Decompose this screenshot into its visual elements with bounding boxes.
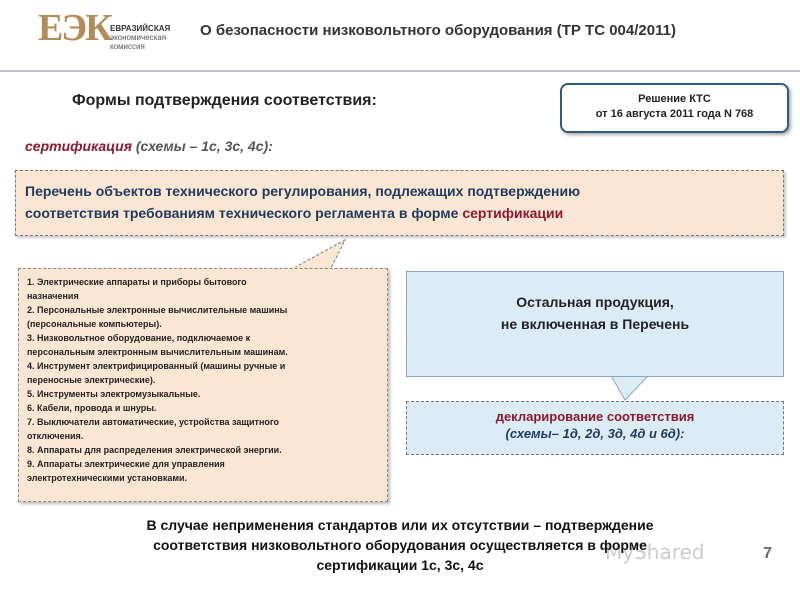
other-products-box [406, 271, 784, 377]
forms-heading: Формы подтверждения соответствия: [72, 92, 377, 109]
declaration-line-2: (схемы– 1д, 2д, 3д, 4д и 6д): [505, 426, 685, 441]
regulation-list-line-2 [25, 205, 563, 221]
logo-text [110, 24, 200, 51]
regulation-list-highlight: сертификации [462, 205, 564, 221]
list-item: (персональные компьютеры). [27, 319, 162, 329]
list-item: назначения [27, 291, 79, 301]
list-item: 2. Персональные электронные вычислительные машины [27, 305, 288, 315]
regulation-list-box [15, 170, 784, 236]
list-item: 5. Инструменты электромузыкальные. [27, 389, 201, 399]
decision-line-1: Решение КТС [638, 93, 711, 105]
certification-heading [25, 138, 273, 154]
right-callout-tail [610, 374, 650, 400]
slide-number: 7 [763, 545, 772, 562]
product-list-box [18, 268, 388, 502]
bottom-note-line-3: сертификации 1с, 3с, 4с [316, 557, 484, 573]
watermark: MyShared [605, 540, 705, 564]
declaration-box [406, 401, 784, 455]
list-item: отключения. [27, 431, 84, 441]
list-item: 8. Аппараты для распределения электрической энергии. [27, 445, 282, 455]
list-item: 3. Низковольтное оборудование, подключаемое к [27, 333, 251, 343]
regulation-list-line-1: Перечень объектов технического регулирования, подлежащих подтверждению [25, 183, 581, 199]
list-item: 4. Инструмент электрифицированный (машины ручные и [27, 361, 286, 371]
logo-line-1: ЕВРАЗИЙСКАЯ [110, 24, 171, 33]
logo-line-3: комиссия [110, 42, 145, 51]
bottom-note [60, 515, 740, 575]
other-products-line-1: Остальная продукция, [516, 294, 674, 310]
bottom-note-line-2: соответствия низковольтного оборудования осуществляется в форме [153, 537, 647, 553]
certification-label: сертификация [25, 138, 132, 154]
decision-box [560, 83, 789, 133]
certification-schemes: (схемы – 1с, 3с, 4с): [135, 138, 273, 154]
header [0, 0, 800, 70]
left-callout-tail [290, 240, 345, 270]
logo-line-2: экономическая [110, 33, 167, 42]
list-item: электротехническими установками. [27, 473, 188, 483]
list-item: переносные электрические). [27, 375, 156, 385]
regulation-list-line-2-text: соответствия требованиям технического регламента в форме [25, 205, 463, 221]
list-item: персональным электронным вычислительным машинам. [27, 347, 288, 357]
list-item: 7. Выключатели автоматические, устройства защитного [27, 417, 280, 427]
list-item: 1. Электрические аппараты и приборы бытового [27, 277, 247, 287]
page-title: О безопасности низковольтного оборудования (ТР ТС 004/2011) [200, 22, 676, 39]
decision-line-2: от 16 августа 2011 года N 768 [595, 108, 754, 120]
bottom-note-line-1: В случае неприменения стандартов или их отсутствии – подтверждение [146, 517, 654, 533]
list-item: 6. Кабели, провода и шнуры. [27, 403, 157, 413]
logo-mark: ЕЭК [38, 7, 111, 49]
header-divider [0, 70, 800, 72]
declaration-line-1: декларирование соответствия [495, 409, 695, 424]
other-products-line-2: не включенная в Перечень [500, 316, 690, 332]
list-item: 9. Аппараты электрические для управления [27, 459, 225, 469]
